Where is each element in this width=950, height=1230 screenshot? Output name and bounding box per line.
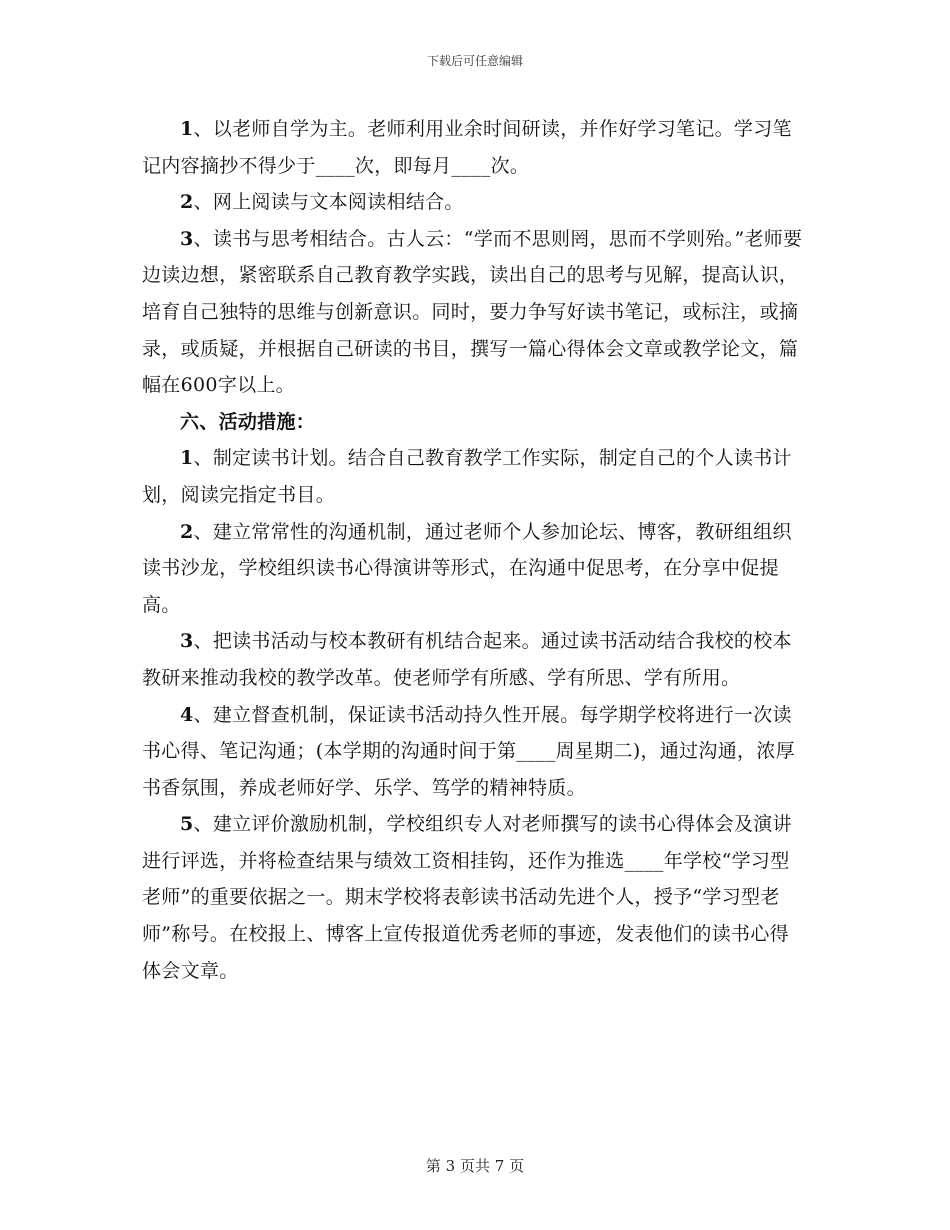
paragraph-5 [142, 514, 808, 624]
paragraph-3 [142, 221, 808, 404]
item-number: 2 [180, 520, 194, 543]
paragraph-1 [142, 111, 808, 184]
paragraph-text: 、建立督查机制，保证读书活动持久性开展。每学期学校将进行一次读书心得、笔记沟通；(本学期的沟通时间于第____周星期二)，通过沟通，浓厚书香氛围，养成老师好学、乐学、笃学的精神特质。 [142, 703, 795, 799]
paragraph-7 [142, 697, 808, 807]
paragraph-text: 、建立评价激励机制，学校组织专人对老师撰写的读书心得体会及演讲进行评选，并将检查结果与绩效工资相挂钩，还作为推选____年学校“学习型老师”的重要依据之一。期末学校将表彰读书活动先进个人，授予“学习型老师”称号。在校报上、博客上宣传报道优秀老师的事迹，发表他们的读书心得体会文章。 [142, 813, 792, 982]
item-number: 2 [180, 191, 194, 214]
paragraph-text: 、读书与思考相结合。古人云：“学而不思则罔，思而不学则殆。”老师要边读边想，紧密联系自己教育教学实践，读出自己的思考与见解，提高认识，培育自己独特的思维与创新意识。同时，要力争写好读书笔记，或标注，或摘录，或质疑，并根据自己研读的书目，撰写一篇心得体会文章或教学论文，篇幅在600字以上。 [142, 227, 803, 397]
paragraph-text: 、把读书活动与校本教研有机结合起来。通过读书活动结合我校的校本教研来推动我校的教学改革。使老师学有所感、学有所思、学有所用。 [142, 630, 792, 689]
page-header: 下载后可任意编辑 [426, 54, 523, 68]
paragraph-6 [142, 623, 808, 696]
item-number: 3 [180, 227, 194, 250]
page-footer: 第 3 页共 7 页 [425, 1157, 525, 1175]
item-number: 4 [180, 703, 194, 726]
item-number: 3 [180, 630, 194, 653]
paragraph-4 [142, 440, 808, 513]
paragraph-text: 、建立常常性的沟通机制，通过老师个人参加论坛、博客，教研组组织读书沙龙，学校组织读书心得演讲等形式，在沟通中促思考，在分享中促提高。 [142, 520, 792, 616]
item-number: 1 [180, 447, 194, 470]
paragraph-8 [142, 806, 808, 989]
item-number: 1 [180, 118, 194, 140]
document-body [142, 111, 808, 989]
paragraph-2 [142, 184, 808, 221]
item-number: 5 [180, 813, 194, 836]
paragraph-text: 、网上阅读与文本阅读相结合。 [193, 191, 464, 214]
paragraph-text: 、以老师自学为主。老师利用业余时间研读，并作好学习笔记。学习笔记内容摘抄不得少于____次，即每月____次。 [142, 118, 792, 177]
paragraph-text: 、制定读书计划。结合自己教育教学工作实际，制定自己的个人读书计划，阅读完指定书目。 [142, 447, 792, 506]
section-heading: 六、活动措施： [180, 410, 316, 433]
